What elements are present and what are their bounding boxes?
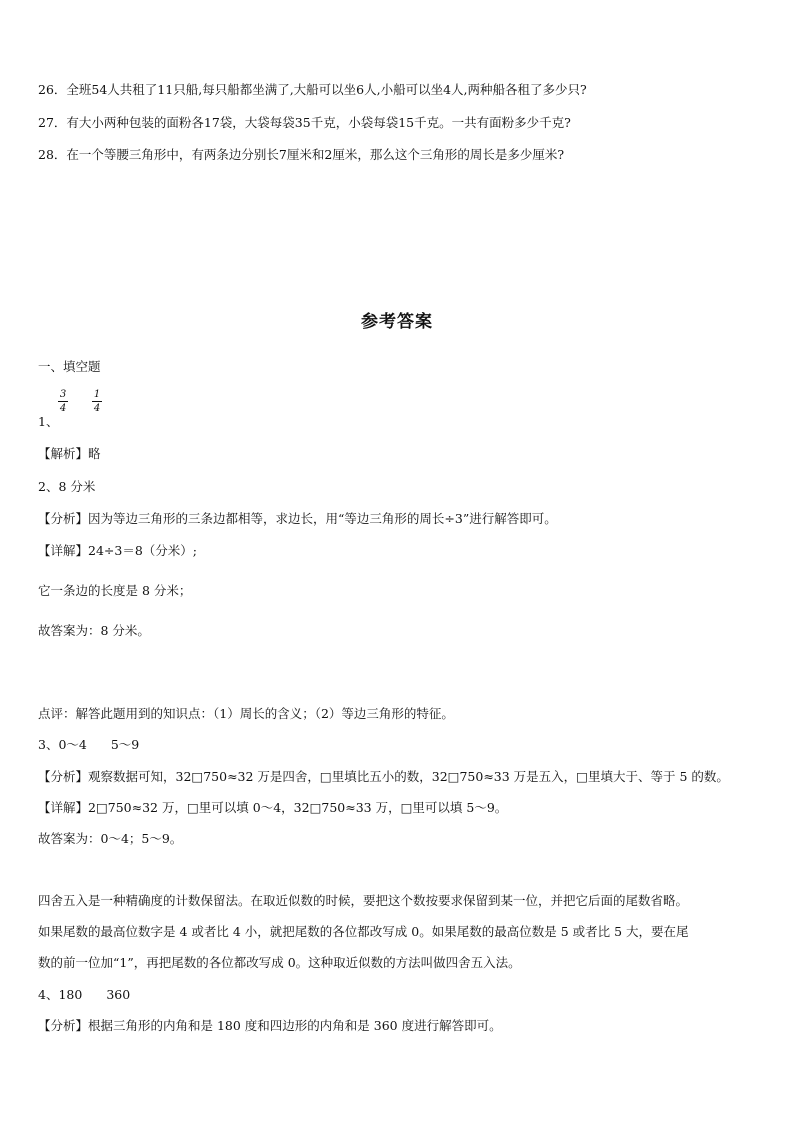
question-26: 26．全班54人共租了11只船,每只船都坐满了,大船可以坐6人,小船可以坐4人,两种船各租了多少只? — [38, 82, 587, 97]
answer-2-review: 点评：解答此题用到的知识点：（1）周长的含义；（2）等边三角形的特征。 — [38, 706, 454, 721]
answer-4-fenxi: 【分析】根据三角形的内角和是 180 度和四边形的内角和是 360 度进行解答即可。 — [38, 1018, 502, 1033]
answer-3-fenxi: 【分析】观察数据可知，32□750≈32 万是四舍，□里填比五小的数，32□750≈33 万是五入，□里填大于、等于 5 的数。 — [38, 769, 729, 784]
answer-3-answer: 故答案为：0～4；5～9。 — [38, 831, 183, 846]
fraction-2-numerator: 1 — [93, 389, 101, 400]
fraction-1 — [58, 389, 68, 414]
answer-3-note-2: 如果尾数的最高位数字是 4 或者比 4 小，就把尾数的各位都改写成 0。如果尾数的最高位数是 5 或者比 5 大，要在尾 — [38, 924, 689, 939]
answer-3-xiangjie: 【详解】2□750≈32 万，□里可以填 0～4，32□750≈33 万，□里可以填 5～9。 — [38, 800, 508, 815]
answer-3-note-3: 数的前一位加“1”，再把尾数的各位都改写成 0。这种取近似数的方法叫做四舍五入法。 — [38, 955, 521, 970]
fraction-1-denominator: 4 — [59, 403, 67, 414]
fraction-1-numerator: 3 — [59, 389, 67, 400]
answer-2-xiangjie: 【详解】24÷3＝8（分米）; — [38, 543, 197, 558]
answer-1-number: 1、 — [38, 414, 59, 429]
section-heading: 一、填空题 — [38, 359, 101, 374]
question-28: 28．在一个等腰三角形中，有两条边分别长7厘米和2厘米，那么这个三角形的周长是多少厘米? — [38, 147, 565, 162]
answer-1-jiexi: 【解析】略 — [38, 446, 101, 461]
answer-2-answer: 故答案为：8 分米。 — [38, 623, 150, 638]
fraction-2-denominator: 4 — [93, 403, 101, 414]
answer-2-head: 2、8 分米 — [38, 479, 96, 494]
answer-3-note-1: 四舍五入是一种精确度的计数保留法。在取近似数的时候，要把这个数按要求保留到某一位，并把它后面的尾数省略。 — [38, 893, 689, 908]
fraction-2 — [92, 389, 102, 414]
answer-3-head — [38, 736, 139, 754]
answer-4-head-b: 360 — [106, 987, 131, 1002]
answer-4-head — [38, 986, 130, 1004]
answer-3-head-b: 5～9 — [110, 737, 140, 752]
answer-title: 参考答案 — [361, 312, 433, 332]
answer-2-fenxi: 【分析】因为等边三角形的三条边都相等，求边长，用“等边三角形的周长÷3”进行解答即可。 — [38, 511, 557, 526]
answer-3-head-a: 3、0～4 — [38, 737, 87, 752]
answer-2-line: 它一条边的长度是 8 分米； — [38, 583, 192, 598]
answer-4-head-a: 4、180 — [38, 987, 83, 1002]
question-27: 27．有大小两种包装的面粉各17袋，大袋每袋35千克，小袋每袋15千克。一共有面粉多少千克? — [38, 115, 571, 130]
